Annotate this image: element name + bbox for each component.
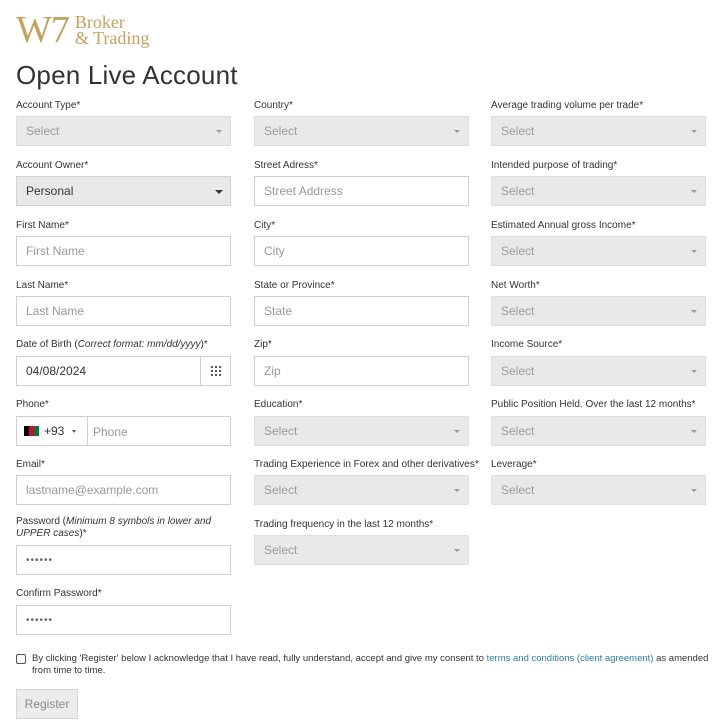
account-owner-label: Account Owner* xyxy=(16,160,89,171)
last-name-placeholder: Last Name xyxy=(26,304,85,318)
public-position-select[interactable] xyxy=(491,416,706,446)
street-address-field xyxy=(254,160,469,198)
zip-field xyxy=(254,339,469,378)
chevron-down-icon xyxy=(691,190,697,193)
country-label: Country* xyxy=(254,100,293,111)
trading-purpose-label: Intended purpose of trading* xyxy=(491,160,618,171)
logo-mark: W7 xyxy=(16,9,69,51)
dob-label-suffix: )* xyxy=(200,339,208,350)
email-placeholder: lastname@example.com xyxy=(26,483,159,497)
zip-label: Zip* xyxy=(254,339,272,350)
street-address-input[interactable] xyxy=(254,176,469,206)
leverage-field xyxy=(491,459,706,497)
first-name-label: First Name* xyxy=(16,220,69,231)
public-position-label: Public Position Held. Over the last 12 months* xyxy=(491,399,696,410)
street-address-label: Street Adress* xyxy=(254,160,318,171)
state-field xyxy=(254,280,469,318)
account-owner-value: Personal xyxy=(26,184,74,198)
net-worth-value: Select xyxy=(501,304,535,318)
account-type-select[interactable] xyxy=(16,116,231,146)
education-select[interactable] xyxy=(254,416,469,446)
city-placeholder: City xyxy=(264,244,285,258)
chevron-down-icon xyxy=(72,430,76,433)
password-label xyxy=(16,516,231,540)
page-title: Open Live Account xyxy=(16,60,238,90)
chevron-down-icon xyxy=(691,310,697,313)
chevron-down-icon xyxy=(691,489,697,492)
last-name-label: Last Name* xyxy=(16,280,69,291)
chevron-down-icon xyxy=(215,190,223,194)
phone-field xyxy=(16,399,231,439)
public-position-value: Select xyxy=(501,424,535,438)
net-worth-label: Net Worth* xyxy=(491,280,540,291)
trading-frequency-value: Select xyxy=(264,543,298,557)
confirm-password-field xyxy=(16,588,231,626)
email-label: Email* xyxy=(16,459,45,470)
city-field xyxy=(254,220,469,258)
date-of-birth-label xyxy=(16,339,231,351)
trading-frequency-field xyxy=(254,519,469,557)
annual-income-field xyxy=(491,220,706,258)
annual-income-label: Estimated Annual gross Income* xyxy=(491,220,636,231)
avg-volume-label: Average trading volume per trade* xyxy=(491,100,644,111)
consent-text xyxy=(32,653,716,677)
chevron-down-icon xyxy=(454,489,460,492)
trading-experience-value: Select xyxy=(264,483,298,497)
chevron-down-icon xyxy=(454,430,460,433)
street-address-placeholder: Street Address xyxy=(264,184,343,198)
education-field xyxy=(254,399,469,438)
leverage-select[interactable] xyxy=(491,475,706,505)
leverage-value: Select xyxy=(501,483,535,497)
password-label-prefix: Password ( xyxy=(16,516,67,527)
register-button[interactable]: Register xyxy=(16,689,78,719)
chevron-down-icon xyxy=(691,370,697,373)
account-type-value: Select xyxy=(26,124,60,138)
afghanistan-flag-icon xyxy=(24,426,39,436)
education-label: Education* xyxy=(254,399,303,410)
trading-purpose-select[interactable] xyxy=(491,176,706,206)
trading-frequency-select[interactable] xyxy=(254,535,469,565)
logo-wordmark xyxy=(75,12,150,46)
consent-row xyxy=(16,653,716,677)
password-rule-hint: Minimum 8 symbols in lower and UPPER cases xyxy=(16,516,212,539)
logo-line-1: Broker xyxy=(74,12,125,32)
zip-placeholder: Zip xyxy=(264,364,281,378)
income-source-label: Income Source* xyxy=(491,339,563,350)
leverage-label: Leverage* xyxy=(491,459,537,470)
state-label: State or Province* xyxy=(254,280,335,291)
date-of-birth-field xyxy=(16,339,231,378)
last-name-input[interactable] xyxy=(16,296,231,326)
avg-volume-field xyxy=(491,100,706,138)
education-value: Select xyxy=(264,424,298,438)
confirm-password-value: •••••• xyxy=(26,614,54,626)
last-name-field xyxy=(16,280,231,318)
chevron-down-icon xyxy=(691,250,697,253)
calendar-icon[interactable] xyxy=(200,357,230,385)
phone-placeholder: Phone xyxy=(93,425,128,439)
account-type-field xyxy=(16,100,231,138)
consent-text-after: as amended from time to time. xyxy=(32,653,709,676)
net-worth-select[interactable] xyxy=(491,296,706,326)
city-input[interactable] xyxy=(254,236,469,266)
income-source-select[interactable] xyxy=(491,356,706,386)
chevron-down-icon xyxy=(216,130,222,133)
avg-volume-value: Select xyxy=(501,124,535,138)
trading-purpose-value: Select xyxy=(501,184,535,198)
account-type-label: Account Type* xyxy=(16,100,81,111)
logo-line-2: & Trading xyxy=(74,28,150,48)
annual-income-select[interactable] xyxy=(491,236,706,266)
date-of-birth-value: 04/08/2024 xyxy=(26,364,87,378)
password-field xyxy=(16,516,231,566)
annual-income-value: Select xyxy=(501,244,535,258)
country-code-select[interactable] xyxy=(17,417,88,445)
trading-purpose-field xyxy=(491,160,706,198)
trading-frequency-label: Trading frequency in the last 12 months* xyxy=(254,519,434,530)
consent-checkbox[interactable] xyxy=(16,654,26,664)
password-value: •••••• xyxy=(26,554,54,566)
income-source-field xyxy=(491,339,706,378)
dob-label-prefix: Date of Birth ( xyxy=(16,339,78,350)
trading-experience-label: Trading Experience in Forex and other derivatives* xyxy=(254,459,479,470)
zip-input[interactable] xyxy=(254,356,469,386)
email-field xyxy=(16,459,231,497)
phone-input[interactable] xyxy=(16,416,231,446)
terms-link[interactable]: terms and conditions (client agreement) xyxy=(486,653,654,664)
first-name-input[interactable] xyxy=(16,236,231,266)
chevron-down-icon xyxy=(691,130,697,133)
date-of-birth-input[interactable] xyxy=(16,356,231,386)
chevron-down-icon xyxy=(454,549,460,552)
trading-experience-field xyxy=(254,459,479,497)
consent-text-before: By clicking 'Register' below I acknowledge that I have read, fully understand, accept and give my consent to xyxy=(32,653,487,664)
chevron-down-icon xyxy=(691,430,697,433)
dial-code: +93 xyxy=(44,424,65,438)
phone-label: Phone* xyxy=(16,399,49,410)
confirm-password-label: Confirm Password* xyxy=(16,588,102,599)
account-owner-select[interactable] xyxy=(16,176,231,206)
state-input[interactable] xyxy=(254,296,469,326)
net-worth-field xyxy=(491,280,706,318)
public-position-field xyxy=(491,399,706,438)
email-input[interactable] xyxy=(16,475,231,505)
confirm-password-input[interactable] xyxy=(16,605,231,635)
avg-volume-select[interactable] xyxy=(491,116,706,146)
income-source-value: Select xyxy=(501,364,535,378)
first-name-field xyxy=(16,220,231,258)
city-label: City* xyxy=(254,220,276,231)
country-field xyxy=(254,100,469,138)
brand-logo xyxy=(16,9,150,51)
trading-experience-select[interactable] xyxy=(254,475,469,505)
state-placeholder: State xyxy=(264,304,293,318)
password-label-suffix: )* xyxy=(79,528,87,539)
chevron-down-icon xyxy=(454,130,460,133)
password-input[interactable] xyxy=(16,545,231,575)
country-value: Select xyxy=(264,124,298,138)
account-owner-field xyxy=(16,160,231,198)
first-name-placeholder: First Name xyxy=(26,244,85,258)
country-select[interactable] xyxy=(254,116,469,146)
dob-format-hint: Correct format: mm/dd/yyyy xyxy=(77,339,201,350)
